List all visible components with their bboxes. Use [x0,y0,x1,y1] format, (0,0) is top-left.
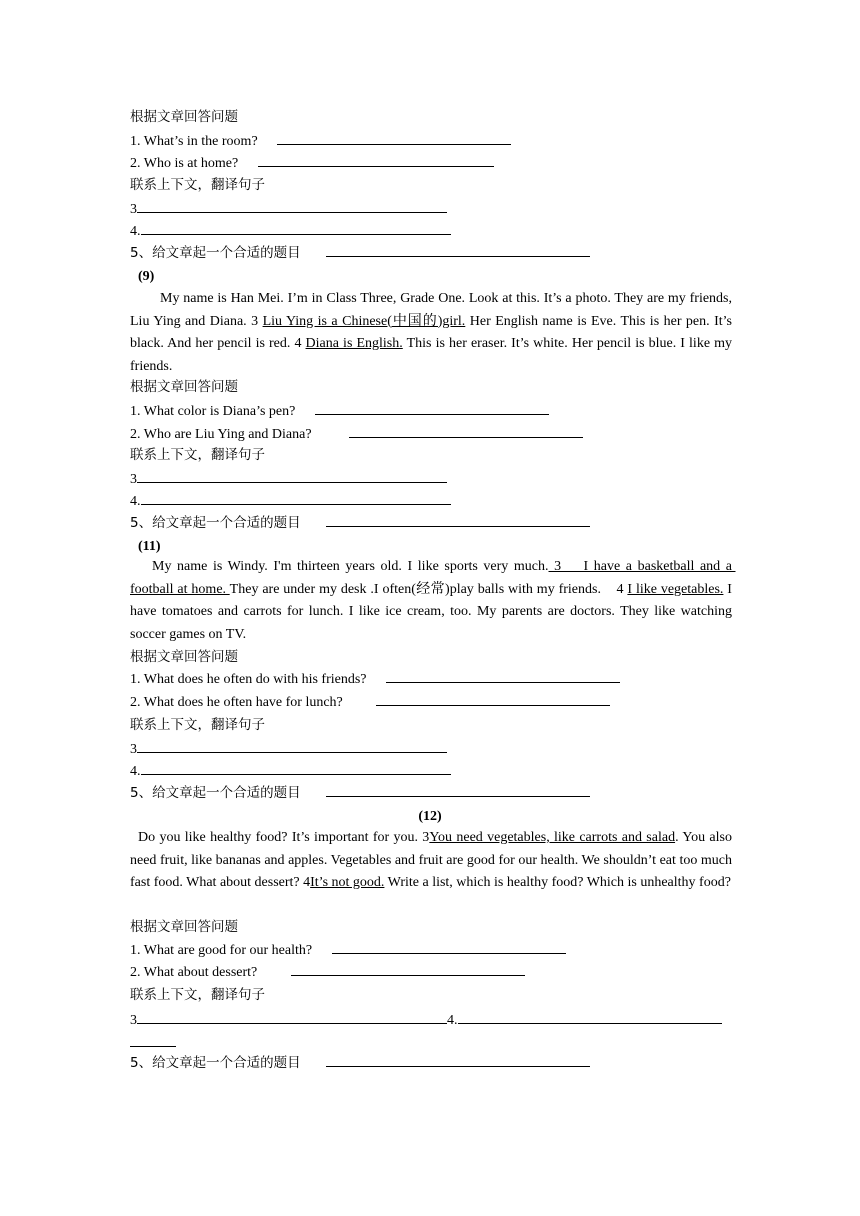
title-question [130,244,590,263]
passage-11-number: (11) [138,539,161,554]
question-header: 根据文章回答问题 [130,109,238,125]
passage-11-text-a: My name is Windy. I'm thirteen years old. I like sports very much. [152,559,549,574]
question-header: 根据文章回答问题 [130,649,238,665]
title-question [130,784,590,803]
translate-3-blank[interactable] [137,1011,447,1024]
translate-3-label: 3 [130,202,137,217]
title-question [130,1054,590,1073]
question-header: 根据文章回答问题 [130,379,238,395]
translate-4-label: 4. [130,224,141,239]
translate-header: 联系上下文，翻译句子 [130,177,265,193]
translate-4-label: 4. [447,1013,458,1028]
translate-4-blank[interactable] [458,1011,722,1024]
translate-3 [130,740,447,759]
translate-3-blank[interactable] [137,740,447,753]
translate-4-label: 4. [130,494,141,509]
question-2 [130,425,583,444]
passage-9-text-b: Her English name is Eve. This is her pen. It’s black. And her pencil is red. 4 [130,313,732,351]
translate-3-label: 3 [130,1013,137,1028]
passage-11-underline-4: I like vegetables. [627,581,724,597]
question-header: 根据文章回答问题 [130,919,238,935]
translate-4 [130,492,451,511]
translate-4-blank[interactable] [141,222,451,235]
passage-9-underline-3: Liu Ying is a Chinese(中国的)girl. [262,313,466,329]
question-1-text: 1. What color is Diana’s pen? [130,404,296,419]
question-1-text: 1. What are good for our health? [130,943,313,958]
passage-12-text [130,827,732,895]
translate-3 [130,200,447,219]
question-2-text: 2. Who are Liu Ying and Diana? [130,427,312,442]
passage-11-underline-3: 3 I have a basketball and a football at home. [130,559,736,597]
passage-12-text-c: Write a list, which is healthy food? Which is unhealthy food? [384,875,731,890]
passage-12-underline-4: It’s not good. [310,875,385,890]
passage-11-text-b: They are under my desk .I often(经常)play balls with my friends. 4 [229,581,628,597]
answer-blank-1[interactable] [386,670,620,683]
title-blank[interactable] [326,244,590,257]
translate-3-label: 3 [130,742,137,757]
title-question-text: 5、给文章起一个合适的题目 [130,1055,301,1071]
passage-9-underline-4: Diana is English. [305,336,403,351]
answer-blank-1[interactable] [315,402,549,415]
passage-12-text-b: . You also need fruit, like bananas and apples. Vegetables and fruit are good for our health. We shouldn’t eat too much fast food. What about dessert? 4 [130,830,732,890]
translate-4 [130,222,451,241]
translate-4-label: 4. [130,764,141,779]
translate-4-blank[interactable] [141,492,451,505]
passage-9-number: (9) [138,269,155,284]
title-question-text: 5、给文章起一个合适的题目 [130,515,301,531]
passage-12-number: (12) [418,809,442,824]
translate-3-and-4 [130,1011,722,1030]
passage-9-text-a: My name is Han Mei. I’m in Class Three, Grade One. Look at this. It’s a photo. They are my friends, Liu Ying and Diana. 3 [130,291,732,329]
passage-11-text [130,556,736,646]
title-question-text: 5、给文章起一个合适的题目 [130,785,301,801]
translate-header: 联系上下文，翻译句子 [130,717,265,733]
question-2 [130,154,494,173]
answer-blank-1[interactable] [277,132,511,145]
passage-9-text [130,288,732,378]
question-2-text: 2. What about dessert? [130,965,258,980]
passage-9-text-c: This is her eraser. It’s white. Her pencil is blue. I like my friends. [130,336,733,374]
question-2-text: 2. Who is at home? [130,156,239,171]
passage-12-text-a: Do you like healthy food? It’s important for you. 3 [138,830,430,845]
translate-4-blank-continued [130,1034,176,1053]
title-blank[interactable] [326,784,590,797]
title-blank[interactable] [326,514,590,527]
translate-4 [130,762,451,781]
question-1 [130,670,620,689]
translate-header: 联系上下文，翻译句子 [130,987,265,1003]
title-question-text: 5、给文章起一个合适的题目 [130,245,301,261]
question-2 [130,963,525,982]
question-2-text: 2. What does he often have for lunch? [130,695,343,710]
question-2 [130,693,610,712]
question-1-text: 1. What’s in the room? [130,134,258,149]
answer-blank-2[interactable] [258,154,494,167]
passage-11-text-c: I have tomatoes and carrots for lunch. I like ice cream, too. My parents are doctors. They like watching soccer games on TV. [130,581,732,642]
answer-blank-2[interactable] [376,693,610,706]
passage-12-underline-3: You need vegetables, like carrots and salad [429,830,676,845]
answer-blank-2[interactable] [349,425,583,438]
answer-blank-1[interactable] [332,941,566,954]
translate-header: 联系上下文，翻译句子 [130,447,265,463]
translate-3 [130,470,447,489]
title-question [130,514,590,533]
title-blank[interactable] [326,1054,590,1067]
question-1 [130,132,511,151]
question-1 [130,941,566,960]
translate-3-blank[interactable] [137,200,447,213]
translate-3-blank[interactable] [137,470,447,483]
translate-4-blank-wrap[interactable] [130,1034,176,1047]
translate-3-label: 3 [130,472,137,487]
question-1 [130,402,549,421]
answer-blank-2[interactable] [291,963,525,976]
translate-4-blank[interactable] [141,762,451,775]
question-1-text: 1. What does he often do with his friends? [130,672,367,687]
